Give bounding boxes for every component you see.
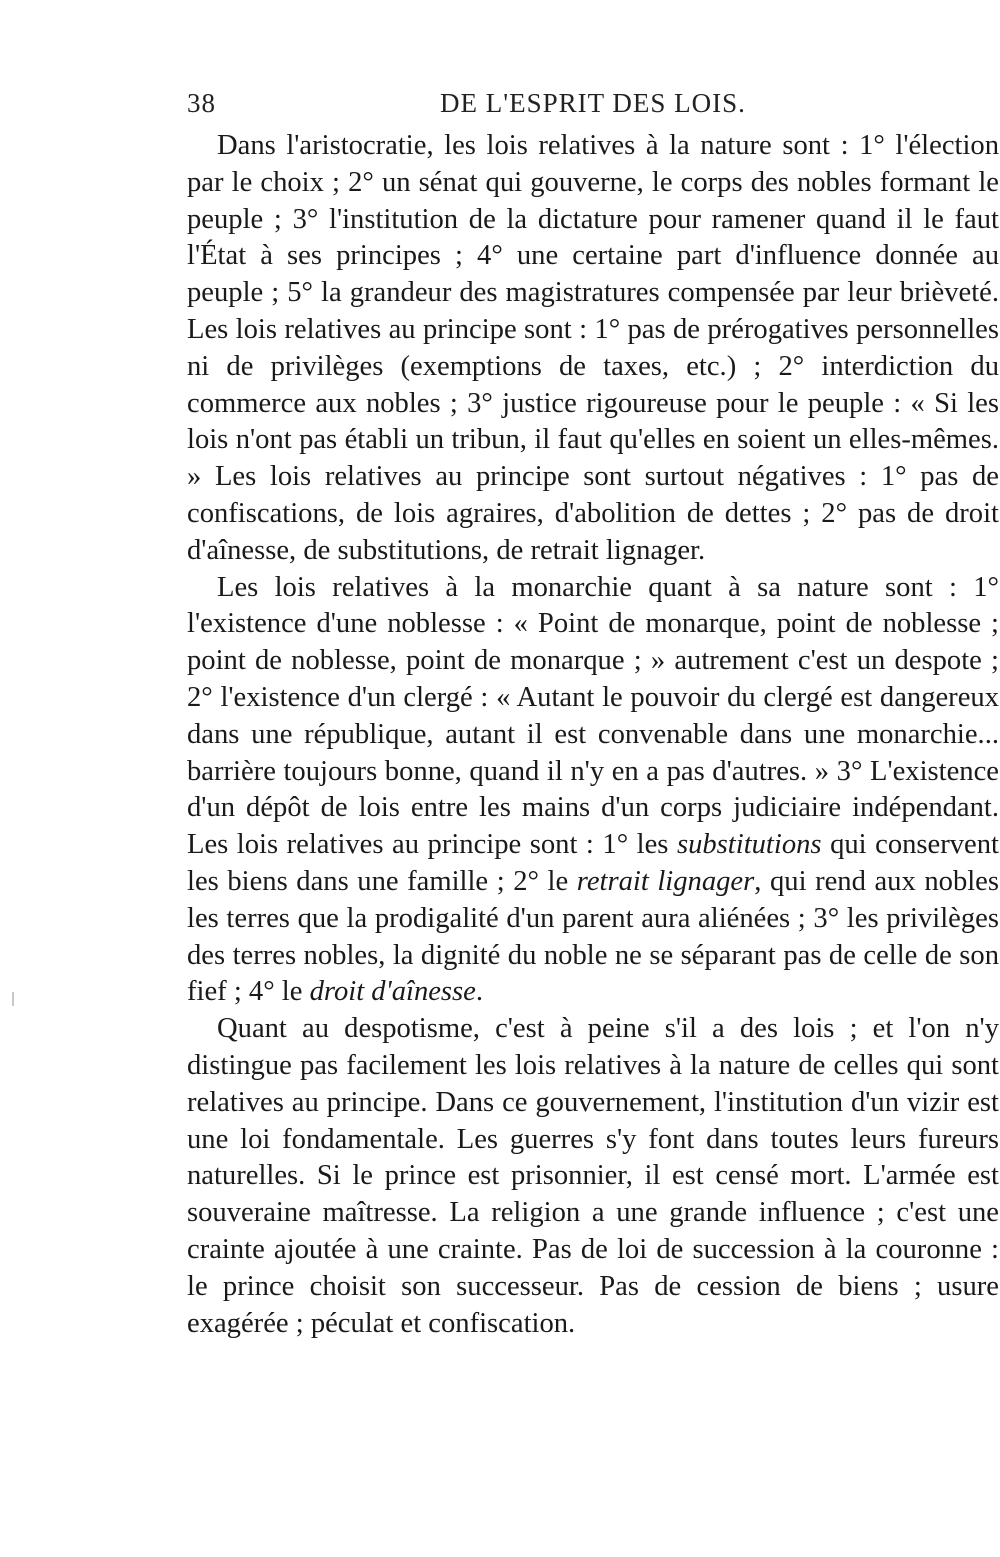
paragraph-despotisme [187, 1011, 999, 1342]
paragraph-text: . [475, 976, 484, 1008]
paragraph-text: qui conservent les biens dans une famille ; 2° le [187, 829, 999, 897]
italic-term-droit-ainesse: droit d'aînesse [309, 976, 476, 1008]
italic-term-retrait-lignager: retrait lignager [576, 865, 755, 897]
paragraph-text: Les lois relatives à la monarchie quant à sa nature sont : 1° l'existence d'une noblesse : « Point de monarque, point de noblesse ; point de noblesse, point de monarque ; » autrement c'est un despote ; 2° l'existence d'un clergé : « Autant le pouvoir du clergé est dangereux dans une république, autant il est convenable dans une monarchie... barrière toujours bonne, quand il n'y en a pas d'autres. » 3° L'existence d'un dépôt de lois entre les mains d'un corps judiciaire indépendant. Les lois relatives au principe sont : 1° les [187, 571, 999, 861]
page-number: 38 [187, 88, 216, 118]
paragraph-text: Quant au despotisme, c'est à peine s'il a des lois ; et l'on n'y distingue pas facilement les lois relatives à la nature de celles qui sont relatives au principe. Dans ce gouvernement, l'institution d'un vizir est une loi fondamentale. Les guerres s'y font dans toutes leurs fureurs naturelles. Si le prince est prisonnier, il est censé mort. L'armée est souveraine maîtresse. La religion a une grande influence ; c'est une crainte ajoutée à une crainte. Pas de loi de succession à la couronne : le prince choisit son successeur. Pas de cession de biens ; usure exagérée ; péculat et confiscation. [187, 1013, 999, 1339]
italic-term-substitutions: substitutions [676, 829, 822, 861]
running-title: DE L'ESPRIT DES LOIS. [440, 88, 746, 118]
paragraph-monarchie [187, 570, 999, 1012]
paragraph-aristocratie [187, 128, 999, 570]
paragraph-text: , qui rend aux nobles les terres que la prodigalité d'un parent aura aliénées ; 3° les privilèges des terres nobles, la dignité du noble ne se séparant pas de celle de son fief ; 4° le [187, 865, 1000, 1008]
paragraph-text: Dans l'aristocratie, les lois relatives à la nature sont : 1° l'élection par le choix ; 2° un sénat qui gouverne, le corps des nobles formant le peuple ; 3° l'institution de la dictature pour ramener quand il le faut l'État à ses principes ; 4° une certaine part d'influence donnée au peuple ; 5° la grandeur des magistratures compensée par leur brièveté. Les lois relatives au principe sont : 1° pas de prérogatives personnelles ni de privilèges (exemptions de taxes, etc.) ; 2° interdiction du commerce aux nobles ; 3° justice rigoureuse pour le peuple : « Si les lois n'ont pas établi un tribun, il faut qu'elles en soient un elles-mêmes. » Les lois relatives au principe sont surtout négatives : 1° pas de confiscations, de lois agraires, d'abolition de dettes ; 2° pas de droit d'aînesse, de substitutions, de retrait lignager. [187, 130, 999, 566]
margin-mark [12, 992, 14, 1006]
book-page [187, 88, 999, 1342]
running-head [187, 88, 999, 128]
